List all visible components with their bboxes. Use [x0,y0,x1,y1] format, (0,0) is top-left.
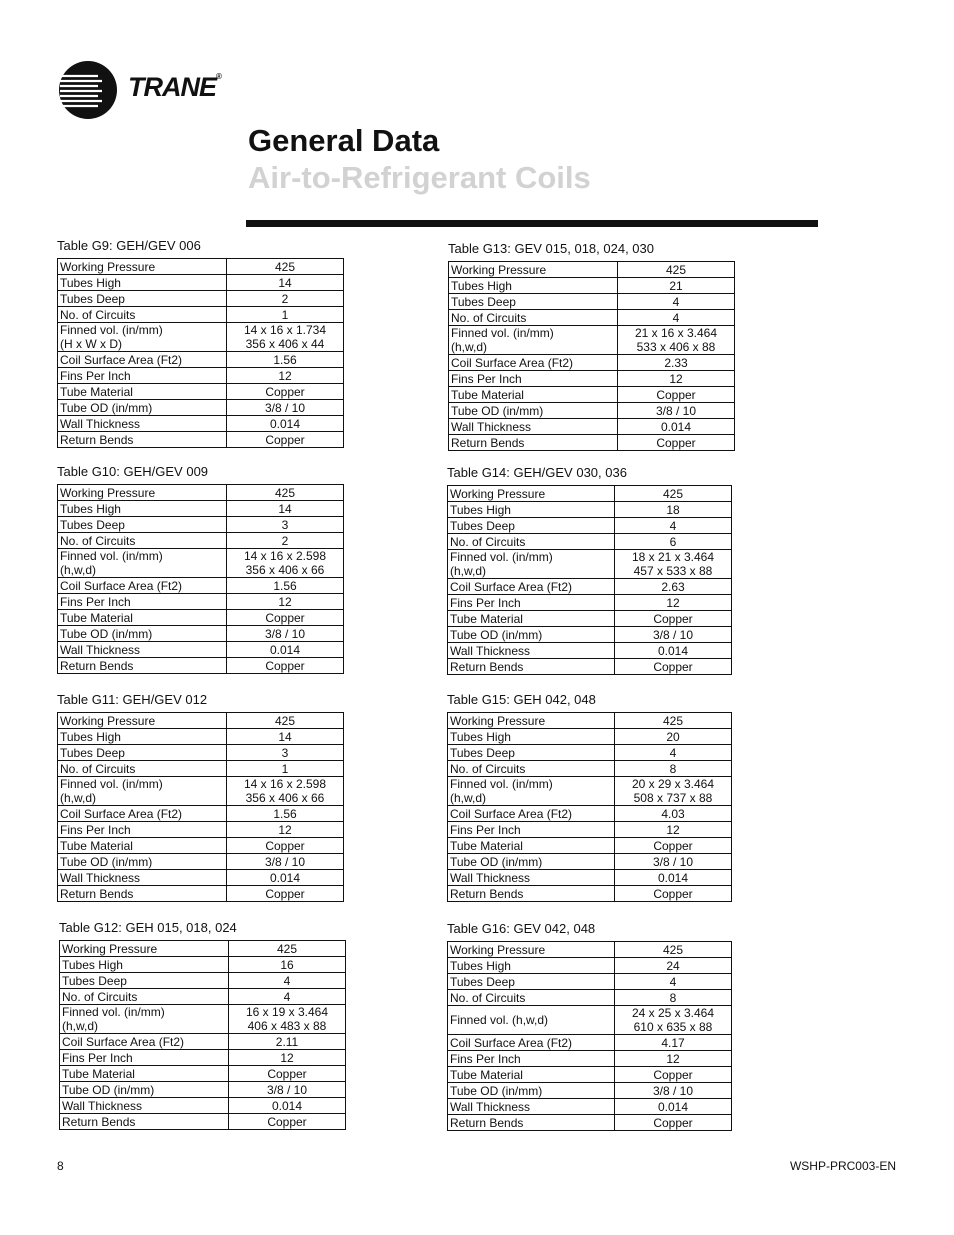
row-value: 14 x 16 x 2.598 356 x 406 x 66 [227,549,344,578]
table-row [58,549,344,578]
row-label: Wall Thickness [449,419,618,435]
table-row [448,942,732,958]
row-value: 4 [618,310,735,326]
row-label: Return Bends [60,1114,229,1130]
row-label: Return Bends [448,659,615,675]
table-row [58,501,344,517]
table-row [60,989,346,1005]
row-value: Copper [227,658,344,674]
table-row [58,432,344,448]
row-value: Copper [618,435,735,451]
row-label: Tubes Deep [58,745,227,761]
table-row [448,822,732,838]
row-value: 4.03 [615,806,732,822]
row-label: Wall Thickness [58,642,227,658]
table-row [58,854,344,870]
row-label: Finned vol. (h,w,d) [448,1006,615,1035]
row-value: 8 [615,990,732,1006]
row-value: 3 [227,517,344,533]
spec-table [57,712,344,902]
row-label: No. of Circuits [58,307,227,323]
row-value: 12 [615,1051,732,1067]
row-value: 21 [618,278,735,294]
table-row [58,610,344,626]
table-row [58,368,344,384]
row-label: No. of Circuits [448,761,615,777]
table-row [58,822,344,838]
row-value: 425 [227,713,344,729]
row-value: 1 [227,761,344,777]
row-value: 4 [615,518,732,534]
row-value: 4 [615,745,732,761]
header-rule [246,220,818,227]
row-label: Coil Surface Area (Ft2) [449,355,618,371]
row-value: 425 [618,262,735,278]
row-label: Finned vol. (in/mm) (h,w,d) [58,549,227,578]
table-row [448,659,732,675]
row-value: Copper [615,659,732,675]
row-label: Fins Per Inch [449,371,618,387]
row-label: Wall Thickness [58,870,227,886]
row-label: Coil Surface Area (Ft2) [448,1035,615,1051]
row-value: 6 [615,534,732,550]
row-label: Coil Surface Area (Ft2) [448,806,615,822]
row-label: Finned vol. (in/mm) (h,w,d) [449,326,618,355]
row-value: 1 [227,307,344,323]
row-value: 3/8 / 10 [227,626,344,642]
row-value: 12 [615,595,732,611]
table-row [58,594,344,610]
row-label: Tubes High [58,275,227,291]
table-row [60,1114,346,1130]
row-label: Fins Per Inch [58,822,227,838]
row-value: 425 [615,713,732,729]
row-label: No. of Circuits [58,533,227,549]
table-row [58,838,344,854]
table-row [58,729,344,745]
table-row [448,502,732,518]
row-label: Return Bends [449,435,618,451]
table-row [448,761,732,777]
table-row [58,533,344,549]
spec-table [447,485,732,675]
row-value: 8 [615,761,732,777]
row-value: Copper [227,838,344,854]
spec-table [57,258,344,448]
table-row [448,990,732,1006]
table-row [58,870,344,886]
row-value: 1.56 [227,352,344,368]
row-label: No. of Circuits [60,989,229,1005]
table-row [58,291,344,307]
row-label: Return Bends [58,432,227,448]
table-row [448,1035,732,1051]
row-label: No. of Circuits [448,534,615,550]
row-value: Copper [615,1115,732,1131]
table-row [58,658,344,674]
row-value: 14 [227,275,344,291]
table-row [60,941,346,957]
row-label: Fins Per Inch [58,368,227,384]
row-label: Tubes Deep [58,291,227,307]
table-row [60,957,346,973]
row-label: Finned vol. (in/mm) (h,w,d) [448,777,615,806]
row-value: Copper [615,886,732,902]
row-value: 2 [227,533,344,549]
table-row [58,323,344,352]
table-caption: Table G11: GEH/GEV 012 [57,692,208,707]
table-row [448,486,732,502]
table-row [58,485,344,501]
table-row [58,886,344,902]
table-row [449,294,735,310]
row-label: Fins Per Inch [448,595,615,611]
table-row [448,838,732,854]
table-row [58,416,344,432]
table-row [58,777,344,806]
row-label: Fins Per Inch [60,1050,229,1066]
row-value: 14 [227,729,344,745]
row-value: 3/8 / 10 [615,1083,732,1099]
row-value: 0.014 [229,1098,346,1114]
row-value: 20 [615,729,732,745]
row-value: Copper [227,610,344,626]
row-label: No. of Circuits [58,761,227,777]
row-label: No. of Circuits [449,310,618,326]
row-value: 16 [229,957,346,973]
page-title: General Data [248,123,440,158]
row-value: 4 [618,294,735,310]
row-label: Tubes High [58,501,227,517]
row-label: Tube OD (in/mm) [58,626,227,642]
table-row [449,310,735,326]
row-label: Working Pressure [448,942,615,958]
row-value: 1.56 [227,806,344,822]
row-value: 20 x 29 x 3.464 508 x 737 x 88 [615,777,732,806]
row-value: 4 [229,989,346,1005]
row-label: Wall Thickness [448,870,615,886]
row-value: 3 [227,745,344,761]
row-label: Finned vol. (in/mm) (H x W x D) [58,323,227,352]
table-row [58,761,344,777]
table-caption: Table G13: GEV 015, 018, 024, 030 [448,241,654,256]
row-label: Finned vol. (in/mm) (h,w,d) [448,550,615,579]
row-value: 0.014 [615,870,732,886]
row-label: Tubes High [60,957,229,973]
table-row [58,626,344,642]
row-label: Tubes Deep [448,518,615,534]
row-value: Copper [227,886,344,902]
row-value: 1.56 [227,578,344,594]
row-label: Tube Material [58,384,227,400]
row-value: 425 [615,942,732,958]
table-row [448,1099,732,1115]
spec-table-block [448,241,735,451]
row-label: Tube OD (in/mm) [448,1083,615,1099]
row-label: Working Pressure [449,262,618,278]
spec-table-block [447,692,732,902]
brand-name: TRANE® [128,72,221,102]
table-row [58,259,344,275]
spec-table-block [59,920,346,1130]
row-value: 4.17 [615,1035,732,1051]
row-label: Fins Per Inch [448,822,615,838]
row-value: 0.014 [227,870,344,886]
table-row [448,974,732,990]
table-row [448,579,732,595]
row-label: Tube OD (in/mm) [448,854,615,870]
row-label: Tube Material [60,1066,229,1082]
table-row [58,517,344,533]
table-row [60,1050,346,1066]
table-row [448,1115,732,1131]
row-value: 12 [615,822,732,838]
table-caption: Table G10: GEH/GEV 009 [57,464,209,479]
row-label: Working Pressure [58,713,227,729]
row-label: Tubes Deep [449,294,618,310]
row-label: Return Bends [448,886,615,902]
row-label: Tubes High [448,729,615,745]
table-row [60,1098,346,1114]
row-label: Fins Per Inch [448,1051,615,1067]
row-value: 14 [227,501,344,517]
table-row [448,1051,732,1067]
table-row [60,1005,346,1034]
spec-table [447,941,732,1131]
row-label: Tubes Deep [58,517,227,533]
page-number: 8 [57,1159,64,1173]
row-value: 21 x 16 x 3.464 533 x 406 x 88 [618,326,735,355]
row-label: Tube OD (in/mm) [449,403,618,419]
row-label: Working Pressure [58,485,227,501]
row-label: Return Bends [448,1115,615,1131]
row-label: Fins Per Inch [58,594,227,610]
table-row [448,886,732,902]
row-label: Tube OD (in/mm) [58,854,227,870]
row-label: Tube OD (in/mm) [60,1082,229,1098]
table-row [448,745,732,761]
spec-table-block [447,465,732,675]
table-row [448,643,732,659]
row-label: Finned vol. (in/mm) (h,w,d) [58,777,227,806]
table-row [58,352,344,368]
table-caption: Table G14: GEH/GEV 030, 036 [447,465,627,480]
table-row [58,713,344,729]
table-row [448,854,732,870]
row-value: 24 x 25 x 3.464 610 x 635 x 88 [615,1006,732,1035]
row-label: Tubes High [58,729,227,745]
table-row [58,307,344,323]
spec-table-block [447,921,732,1131]
table-row [448,1083,732,1099]
page-subtitle: Air-to-Refrigerant Coils [248,160,591,195]
row-label: Finned vol. (in/mm) (h,w,d) [60,1005,229,1034]
row-value: Copper [229,1114,346,1130]
row-label: No. of Circuits [448,990,615,1006]
spec-table [448,261,735,451]
row-value: 3/8 / 10 [227,854,344,870]
table-row [448,550,732,579]
spec-table-block [57,238,344,448]
row-label: Return Bends [58,658,227,674]
row-label: Tubes Deep [448,745,615,761]
row-value: 4 [229,973,346,989]
row-label: Return Bends [58,886,227,902]
table-row [58,578,344,594]
document-id: WSHP-PRC003-EN [789,1159,896,1173]
table-row [449,435,735,451]
row-value: 3/8 / 10 [227,400,344,416]
row-label: Tube Material [58,838,227,854]
row-label: Coil Surface Area (Ft2) [58,578,227,594]
row-value: 12 [227,822,344,838]
table-row [60,973,346,989]
row-label: Working Pressure [448,486,615,502]
row-value: 0.014 [615,643,732,659]
row-label: Tube OD (in/mm) [58,400,227,416]
table-row [449,387,735,403]
row-label: Tube Material [449,387,618,403]
row-value: Copper [227,384,344,400]
row-value: 0.014 [615,1099,732,1115]
table-row [60,1034,346,1050]
table-row [448,777,732,806]
row-value: 2.63 [615,579,732,595]
row-label: Wall Thickness [58,416,227,432]
row-label: Tube Material [448,611,615,627]
row-label: Tube Material [58,610,227,626]
row-value: 14 x 16 x 2.598 356 x 406 x 66 [227,777,344,806]
spec-table [57,484,344,674]
row-label: Tubes High [449,278,618,294]
spec-table [447,712,732,902]
row-value: 18 [615,502,732,518]
row-value: 18 x 21 x 3.464 457 x 533 x 88 [615,550,732,579]
row-label: Working Pressure [448,713,615,729]
table-row [449,355,735,371]
table-row [448,534,732,550]
row-label: Tubes High [448,958,615,974]
row-label: Wall Thickness [448,1099,615,1115]
table-row [448,1067,732,1083]
row-value: 0.014 [227,642,344,658]
trane-logo [58,60,258,120]
row-value: 24 [615,958,732,974]
table-row [449,262,735,278]
row-value: 2 [227,291,344,307]
table-row [58,806,344,822]
trane-logo-icon [58,60,118,120]
row-label: Tube Material [448,1067,615,1083]
row-value: 3/8 / 10 [618,403,735,419]
row-value: 3/8 / 10 [615,627,732,643]
row-label: Coil Surface Area (Ft2) [448,579,615,595]
table-row [448,595,732,611]
row-label: Wall Thickness [448,643,615,659]
table-row [449,371,735,387]
row-value: 425 [227,259,344,275]
table-row [448,627,732,643]
row-value: 425 [229,941,346,957]
row-value: 425 [615,486,732,502]
spec-table-block [57,692,344,902]
row-label: Coil Surface Area (Ft2) [58,806,227,822]
table-row [448,870,732,886]
table-row [58,400,344,416]
table-caption: Table G15: GEH 042, 048 [447,692,596,707]
row-value: Copper [615,611,732,627]
table-row [60,1066,346,1082]
table-row [60,1082,346,1098]
row-label: Tube Material [448,838,615,854]
row-value: 3/8 / 10 [615,854,732,870]
row-value: 12 [227,368,344,384]
row-label: Tubes Deep [60,973,229,989]
row-value: 12 [227,594,344,610]
table-row [448,806,732,822]
table-row [58,275,344,291]
row-value: 12 [229,1050,346,1066]
row-value: Copper [615,838,732,854]
table-row [448,611,732,627]
row-label: Wall Thickness [60,1098,229,1114]
row-value: Copper [227,432,344,448]
row-label: Tubes Deep [448,974,615,990]
row-value: Copper [615,1067,732,1083]
row-value: Copper [618,387,735,403]
table-row [58,745,344,761]
row-value: 12 [618,371,735,387]
row-label: Working Pressure [60,941,229,957]
row-value: 16 x 19 x 3.464 406 x 483 x 88 [229,1005,346,1034]
table-row [449,278,735,294]
row-value: 3/8 / 10 [229,1082,346,1098]
row-value: 4 [615,974,732,990]
row-value: 14 x 16 x 1.734 356 x 406 x 44 [227,323,344,352]
table-row [58,384,344,400]
spec-table [59,940,346,1130]
table-caption: Table G16: GEV 042, 048 [447,921,596,936]
row-label: Coil Surface Area (Ft2) [58,352,227,368]
table-row [449,326,735,355]
row-value: 0.014 [618,419,735,435]
row-value: 2.33 [618,355,735,371]
table-caption: Table G9: GEH/GEV 006 [57,238,201,253]
table-caption: Table G12: GEH 015, 018, 024 [59,920,237,935]
row-value: 425 [227,485,344,501]
row-value: 2.11 [229,1034,346,1050]
table-row [58,642,344,658]
table-row [449,403,735,419]
table-row [449,419,735,435]
table-row [448,958,732,974]
row-label: Tubes High [448,502,615,518]
row-value: 0.014 [227,416,344,432]
row-value: Copper [229,1066,346,1082]
spec-table-block [57,464,344,674]
row-label: Tube OD (in/mm) [448,627,615,643]
table-row [448,1006,732,1035]
row-label: Working Pressure [58,259,227,275]
table-row [448,713,732,729]
table-row [448,729,732,745]
row-label: Coil Surface Area (Ft2) [60,1034,229,1050]
table-row [448,518,732,534]
